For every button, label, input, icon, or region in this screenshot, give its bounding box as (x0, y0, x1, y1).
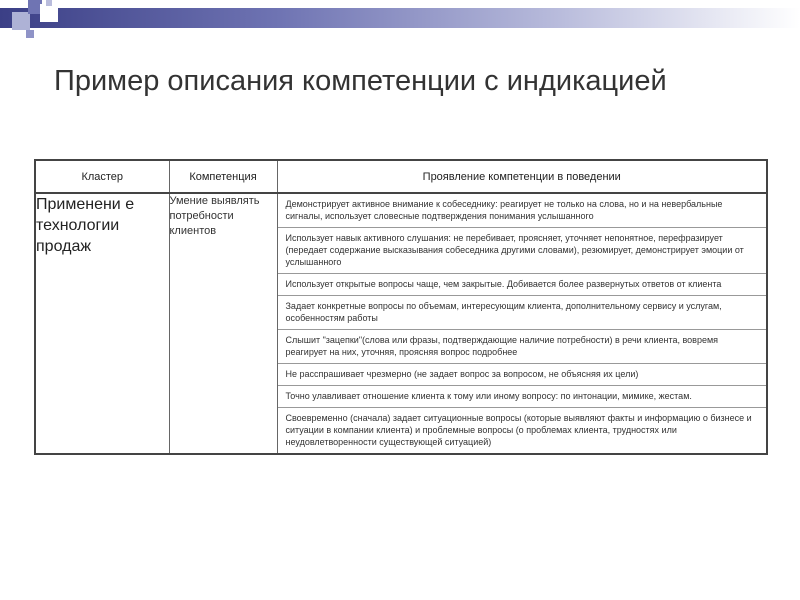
behaviour-indicator: Демонстрирует активное внимание к собеседнику: реагирует не только на слова, но и на невербальные сигналы, использует словесные подтверждения понимания услышанного (278, 194, 767, 228)
competency-table (34, 159, 768, 455)
competency-cell: Умение выявлять потребности клиентов (169, 193, 277, 454)
behaviour-indicator: Задает конкретные вопросы по объемам, интересующим клиента, дополнительному сервису и услугам, особенностям работы (278, 296, 767, 330)
cluster-cell: Применени е технологии продаж (35, 193, 169, 454)
header-cluster: Кластер (35, 160, 169, 193)
behaviour-cell (277, 193, 767, 454)
behaviour-indicator: Слышит "зацепки"(слова или фразы, подтверждающие наличие потребности) в речи клиента, вовремя реагирует на них, уточняя, проясняя вопрос подробнее (278, 330, 767, 364)
header-competency: Компетенция (169, 160, 277, 193)
decoration-square (26, 30, 34, 38)
table-row (35, 193, 767, 454)
decoration-square (46, 0, 52, 6)
behaviour-indicator: Использует открытые вопросы чаще, чем закрытые. Добивается более развернутых ответов от клиента (278, 274, 767, 296)
behaviour-indicator: Не расспрашивает чрезмерно (не задает вопрос за вопросом, не объясняя их цели) (278, 364, 767, 386)
behaviour-indicator: Использует навык активного слушания: не перебивает, проясняет, уточняет непонятное, перефразирует (передает содержание высказывания собеседника другими словами), резюмирует, демонстрирует эмоции от услышанного (278, 228, 767, 274)
decoration-square (40, 4, 58, 22)
behaviour-indicator: Своевременно (сначала) задает ситуационные вопросы (которые выявляют факты и информацию о бизнесе и ситуации в компании клиента) и проблемные вопросы (о проблемах клиента, трудностях или неудовлетворенности существующей ситуацией) (285, 413, 752, 447)
decoration-square (12, 12, 30, 30)
slide-title: Пример описания компетенции с индикацией (54, 65, 667, 97)
header-behaviour: Проявление компетенции в поведении (277, 160, 767, 193)
header-decoration-band (0, 8, 800, 28)
behaviour-indicator: Точно улавливает отношение клиента к тому или иному вопросу: по интонации, мимике, жестам. (278, 386, 767, 408)
behaviour-list (278, 194, 767, 453)
table-header-row (35, 160, 767, 193)
